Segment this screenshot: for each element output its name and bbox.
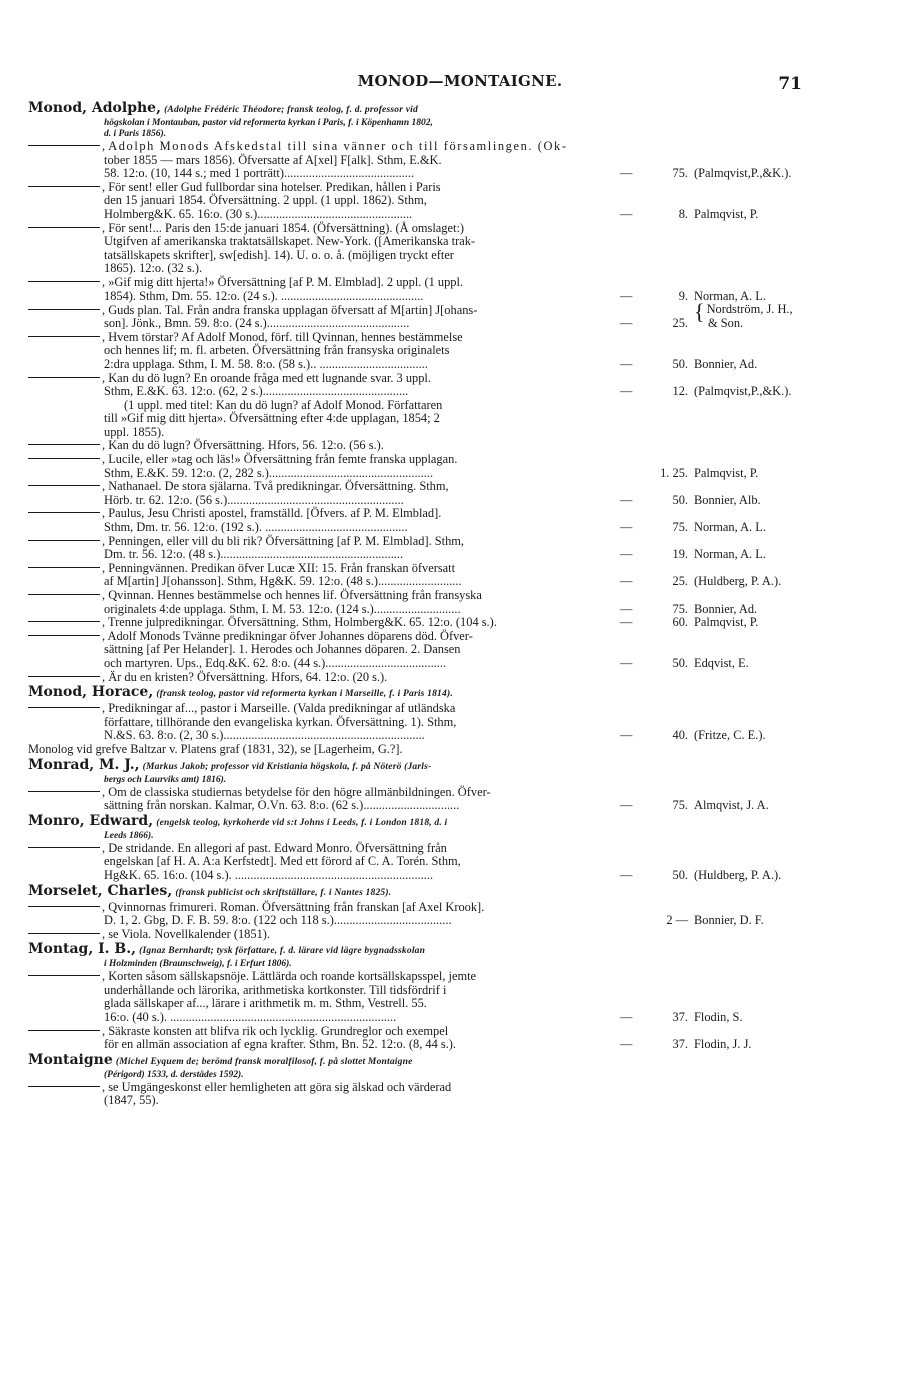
publisher: Norman, A. L. [694, 547, 766, 562]
author-note: (Markus Jakob; professor vid Kristiania högskola, f. på Nöterö (Jarls- [142, 761, 432, 772]
running-title: MONOD—MONTAIGNE. [357, 72, 563, 90]
title-line: Säkraste konsten att blifva rik och lycklig. Grundreglor och exempel [108, 1023, 449, 1038]
author-note: (fransk publicist och skriftställare, f. i Nantes 1825). [175, 887, 392, 898]
title-line: Korten såsom sällskapsnöje. Lättlärda och roande kortsällskapsspel, jemte [108, 969, 477, 984]
title-entry: , Korten såsom sällskapsnöje. Lättlärda och roande kortsällskapsspel, jemte underhållande och lärorika, arithmetiska kortkonster. Till tidsfördrif i glada sällskaper af..., lärare i arithmetik m. m. Sthm, Vestrell. 55. 16:o. (40 s.). ......................................................................... — 37. Flodin, S. [28, 970, 898, 1024]
title-line: sättning från norskan. Kalmar, O.Vn. 63. 8:o. (62 s.)............................... [104, 798, 460, 813]
title-line: se Umgängeskonst eller hemligheten att göra sig älskad och värderad [108, 1079, 452, 1094]
price: 37. [672, 1037, 688, 1052]
price: 75. [672, 166, 688, 181]
title-line: Hvem törstar? Af Adolf Monod, förf. till Qvinnan, hennes bestämmelse [108, 329, 463, 344]
author-note: (Michel Eyquem de; berömd fransk moralfilosof, f. på slottet Montaigne [115, 1056, 413, 1067]
price: 75. [672, 520, 688, 535]
title-line: uppl. 1855). [104, 424, 165, 439]
author-entry [28, 941, 898, 970]
title-entry: , Trenne julpredikningar. Öfversättning. Sthm, Holmberg&K. 65. 12:o. (104 s.). — 60. Palmqvist, P. [28, 616, 898, 630]
title-entry: , Om de classiska studiernas betydelse för den högre allmänbildningen. Öfver- sättning från norskan. Kalmar, O.Vn. 63. 8:o. (62 s.)............................... — 75. Almqvist, J. A. [28, 786, 898, 813]
publisher: Bonnier, Ad. [694, 601, 758, 616]
publisher: Nordström, J. H., [706, 302, 793, 317]
title-line: tatsällskapets skrifter], sw[edish]. 14). U. o. o. å. (möjligen tryckt efter [104, 247, 454, 262]
price: 1. 25. [660, 465, 688, 480]
title-entry: , Guds plan. Tal. Från andra franska upplagan öfversatt af M[artin] J[ohans- { Nordström, J. H., son]. Jönk., Bmn. 59. 8:o. (24 s.).............................................. — 25. & Son. [28, 303, 898, 331]
title-line: 1854). Sthm, Dm. 55. 12:o. (24 s.). .............................................. [104, 288, 424, 303]
author-note: (Ignaz Bernhardt; tysk författare, f. d. lärare vid lägre bygnadsskolan [139, 946, 426, 957]
title-line: sättning [af Per Helander]. 1. Herodes och Johannes döparen. 2. Dansen [104, 642, 461, 657]
title-line: tober 1855 — mars 1856). Öfversatte af A[xel] F[alk]. Sthm, E.&K. [104, 152, 442, 167]
title-line: Guds plan. Tal. Från andra franska upplagan öfversatt af M[artin] J[ohans- [108, 302, 478, 317]
publisher: Palmqvist, P. [694, 615, 759, 630]
publisher: Palmqvist, P. [694, 206, 759, 221]
title-entry: , Kan du dö lugn? Öfversättning. Hfors, 56. 12:o. (56 s.). [28, 439, 898, 453]
author-name: Montaigne [28, 1051, 113, 1068]
title-line: Holmberg&K. 65. 16:o. (30 s.).................................................. [104, 206, 413, 221]
title-entry: , Qvinnan. Hennes bestämmelse och hennes lif. Öfversättning från fransyska originalets 4:de upplaga. Sthm, I. M. 53. 12:o. (124 s.)............................ — 75. Bonnier, Ad. [28, 589, 898, 616]
title-entry: , De stridande. En allegori af past. Edward Monro. Öfversättning från engelskan [af H. A. A:a Kerfstedt]. Med ett förord af C. A. Torén. Sthm, Hg&K. 65. 16:o. (104 s.). ................................................................ — 50. (Huldberg, P. A.). [28, 842, 898, 883]
title-line: Hg&K. 65. 16:o. (104 s.). ................................................................ [104, 867, 434, 882]
price: 50. [672, 867, 688, 882]
author-note: (Adolphe Frédéric Théodore; fransk teolog, f. d. professor vid [164, 105, 418, 115]
price: 75. [672, 798, 688, 813]
publisher: (Huldberg, P. A.). [694, 574, 782, 589]
title-line: Qvinnornas frimureri. Roman. Öfversättning från franskan [af Axel Krook]. [108, 899, 485, 914]
title-line: D. 1, 2. Gbg, D. F. B. 59. 8:o. (122 och 118 s.)...................................... [104, 913, 452, 928]
title-line: engelskan [af H. A. A:a Kerfstedt]. Med ett förord af C. A. Torén. Sthm, [104, 854, 461, 869]
title-entry: , Säkraste konsten att blifva rik och lycklig. Grundreglor och exempel för en allmän association af egna krafter. Sthm, Bn. 52. 12:o. (8, 44 s.). — 37. Flodin, J. J. [28, 1025, 898, 1052]
author-note: (engelsk teolog, kyrkoherde vid s:t Johns i Leeds, f. i London 1818, d. i [156, 817, 448, 828]
publisher: Bonnier, Ad. [694, 356, 758, 371]
publisher: (Fritze, C. E.). [694, 728, 766, 743]
author-note: i Holzminden (Braunschweig), f. i Erfurt 1806). [104, 959, 292, 970]
title-line: Hörb. tr. 62. 12:o. (56 s.)......................................................... [104, 492, 404, 507]
title-line: se Viola. Novellkalender (1851). [108, 926, 270, 941]
price: 50. [672, 492, 688, 507]
title-line: originalets 4:de upplaga. Sthm, I. M. 53. 12:o. (124 s.)............................ [104, 601, 461, 616]
price: 25. [672, 574, 688, 589]
publisher: Edqvist, E. [694, 655, 749, 670]
author-note: d. i Paris 1856). [104, 129, 167, 139]
title-line: Penningvännen. Predikan öfver Lucæ XII: 15. Från franskan öfversatt [108, 560, 456, 575]
title-entry: , Är du en kristen? Öfversättning. Hfors, 64. 12:o. (20 s.). [28, 671, 898, 685]
title-entry: , »Gif mig ditt hjerta!» Öfversättning [af P. M. Elmblad]. 2 uppl. (1 uppl. 1854). Sthm, Dm. 55. 12:o. (24 s.). .............................................. — 9. Norman, A. L. [28, 276, 898, 303]
author-entry [28, 1052, 898, 1081]
author-note: högskolan i Montauban, pastor vid reformerta kyrkan i Paris, f. i Köpenhamn 1802, [104, 118, 433, 128]
title-line: Nathanael. De stora själarna. Två predikningar. Öfversättning. Sthm, [108, 479, 449, 494]
title-line: (1 uppl. med titel: Kan du dö lugn? af Adolf Monod. Författaren [124, 397, 443, 412]
publisher: (Huldberg, P. A.). [694, 867, 782, 882]
publisher: Almqvist, J. A. [694, 798, 769, 813]
author-name: Monro, Edward, [28, 812, 154, 829]
publisher: Norman, A. L. [694, 288, 766, 303]
author-note: Leeds 1866). [104, 830, 154, 841]
title-entry: , Penningvännen. Predikan öfver Lucæ XII: 15. Från franskan öfversatt af M[artin] J[ohansson]. Sthm, Hg&K. 59. 12:o. (48 s.)........................... — 25. (Huldberg, P. A.). [28, 562, 898, 589]
title-line: den 15 januari 1854. Öfversättning. 2 uppl. (1 uppl. 1862). Sthm, [104, 193, 427, 208]
author-entry [28, 757, 898, 786]
author-name: Montag, I. B., [28, 941, 136, 958]
title-line: Sthm, E.&K. 59. 12:o. (2, 282 s.)..................................................... [104, 465, 434, 480]
title-line: För sent!... Paris den 15:de januari 1854. (Öfversättning). (Å omslaget:) [108, 220, 465, 235]
title-line: De stridande. En allegori af past. Edward Monro. Öfversättning från [108, 840, 447, 855]
title-line: Trenne julpredikningar. Öfversättning. Sthm, Holmberg&K. 65. 12:o. (104 s.). [107, 615, 497, 630]
title-entry: , Lucile, eller »tag och läs!» Öfversättning från femte franska upplagan. Sthm, E.&K. 59. 12:o. (2, 282 s.)..................................................... 1. 25. Palmqvist, P. [28, 453, 898, 480]
title-entry: , Kan du dö lugn? En oroande fråga med ett lugnande svar. 3 uppl. Sthm, E.&K. 63. 12:o. (62, 2 s.)............................................... — 12. (Palmqvist,P.,&K.). (1 uppl. med titel: Kan du dö lugn? af Adolf Monod. Författaren till »Gif mig ditt hjerta». Öfversättning efter 4:de upplagan, 1854; 2 uppl. 1855). [28, 372, 898, 440]
title-entry: , se Viola. Novellkalender (1851). [28, 928, 898, 942]
catalog-body [28, 100, 898, 1108]
publisher: Norman, A. L. [694, 520, 766, 535]
price: 8. [678, 206, 688, 221]
title-line: Sthm, E.&K. 63. 12:o. (62, 2 s.)............................................... [104, 384, 409, 399]
price: 60. [672, 615, 688, 630]
title-line: son]. Jönk., Bmn. 59. 8:o. (24 s.).............................................. [104, 316, 410, 331]
page-number: 71 [778, 74, 802, 94]
publisher: & Son. [708, 316, 744, 331]
author-entry [28, 883, 898, 901]
price: 9. [678, 288, 688, 303]
title-line: 16:o. (40 s.). ......................................................................... [104, 1010, 397, 1025]
title-line: Sthm, Dm. tr. 56. 12:o. (192 s.). .............................................. [104, 520, 408, 535]
title-line: Är du en kristen? Öfversättning. Hfors, 64. 12:o. (20 s.). [108, 669, 388, 684]
title-line: Monolog vid grefve Baltzar v. Platens graf (1831, 32), se [Lagerheim, G.?]. [28, 741, 403, 756]
title-line: för en allmän association af egna krafter. Sthm, Bn. 52. 12:o. (8, 44 s.). [104, 1037, 457, 1052]
title-line: underhållande och lärorika, arithmetiska kortkonster. Till tidsfördrif i [104, 982, 447, 997]
title-entry: , Adolf Monods Tvänne predikningar öfver Johannes döparens död. Öfver- sättning [af Per Helander]. 1. Herodes och Johannes döparen. 2. Dansen och martyren. Ups., Edq.&K. 62. 8:o. (44 s.)....................................... — 50. Edqvist, E. [28, 630, 898, 671]
title-line: af M[artin] J[ohansson]. Sthm, Hg&K. 59. 12:o. (48 s.)........................... [104, 574, 462, 589]
title-line: författare, tillhörande den evangeliska kyrkan. Öfversättning. 1). Sthm, [104, 714, 457, 729]
title-line: 1865). 12:o. (32 s.). [104, 261, 203, 276]
price: 2 — [666, 913, 688, 928]
title-line: »Gif mig ditt hjerta!» Öfversättning [af P. M. Elmblad]. 2 uppl. (1 uppl. [108, 274, 463, 289]
title-line: och hennes lif; m. fl. arbeten. Öfversättning från fransyska originalets [104, 343, 450, 358]
price: 19. [672, 547, 688, 562]
title-line: Predikningar af..., pastor i Marseille. (Valda predikningar af utländska [108, 701, 456, 716]
title-line: till »Gif mig ditt hjerta». Öfversättning efter 4:de upplagan, 1854; 2 [104, 411, 440, 426]
title-line: Penningen, eller vill du bli rik? Öfversättning [af P. M. Elmblad]. Sthm, [108, 533, 465, 548]
title-entry: , se Umgängeskonst eller hemligheten att göra sig älskad och värderad (1847, 55). [28, 1081, 898, 1108]
publisher: (Palmqvist,P.,&K.). [694, 166, 792, 181]
author-entry [28, 813, 898, 842]
price: 40. [672, 728, 688, 743]
publisher: Flodin, S. [694, 1010, 743, 1025]
price: 50. [672, 655, 688, 670]
author-entry [28, 684, 898, 702]
title-entry: , Nathanael. De stora själarna. Två predikningar. Öfversättning. Sthm, Hörb. tr. 62. 12:o. (56 s.)......................................................... — 50. Bonnier, Alb. [28, 480, 898, 507]
publisher: Bonnier, Alb. [694, 492, 761, 507]
title-entry: , Paulus, Jesu Christi apostel, framställd. [Öfvers. af P. M. Elmblad]. Sthm, Dm. tr. 56. 12:o. (192 s.). .............................................. — 75. Norman, A. L. [28, 507, 898, 534]
title-entry: , Hvem törstar? Af Adolf Monod, förf. till Qvinnan, hennes bestämmelse och hennes lif; m. fl. arbeten. Öfversättning från fransyska originalets 2:dra upplaga. Sthm, I. M. 58. 8:o. (58 s.).. ................................... — 50. Bonnier, Ad. [28, 331, 898, 372]
author-note: bergs och Laurviks amt) 1816). [104, 774, 227, 785]
cross-reference [28, 743, 898, 757]
publisher: (Palmqvist,P.,&K.). [694, 384, 792, 399]
title-line: Paulus, Jesu Christi apostel, framställd. [Öfvers. af P. M. Elmblad]. [108, 506, 442, 521]
title-line: 58. 12:o. (10, 144 s.; med 1 porträtt).......................................... [104, 166, 415, 181]
title-entry: , Penningen, eller vill du bli rik? Öfversättning [af P. M. Elmblad]. Sthm, Dm. tr. 56. 12:o. (48 s.)........................................................... — 19. Norman, A. L. [28, 535, 898, 562]
author-name: Monod, Adolphe, [28, 100, 161, 116]
title-line: (1847, 55). [104, 1093, 159, 1108]
title-entry: , För sent!... Paris den 15:de januari 1854. (Öfversättning). (Å omslaget:) Utgifven af amerikanska traktatsällskapet. New-York. ([Amerikanska trak- tatsällskapets skrifter], sw[edish]. 14). U. o. o. å. (möjligen tryckt efter 1865). 12:o. (32 s.). [28, 222, 898, 276]
title-line: För sent! eller Gud fullbordar sina hotelser. Predikan, hållen i Paris [108, 179, 441, 194]
page-header [0, 72, 920, 96]
title-line: Om de classiska studiernas betydelse för den högre allmänbildningen. Öfver- [108, 784, 491, 799]
author-entry [28, 100, 898, 140]
title-line: Adolph Monods Afskedstal till sina vänner och till församlingen. (Ok- [108, 139, 568, 153]
author-name: Monod, Horace, [28, 684, 154, 701]
price: 25. [672, 316, 688, 331]
publisher: Palmqvist, P. [694, 465, 759, 480]
price: 50. [672, 356, 688, 371]
title-entry: , Adolph Monods Afskedstal till sina vänner och till församlingen. (Ok- tober 1855 — mars 1856). Öfversatte af A[xel] F[alk]. Sthm, E.&K. 58. 12:o. (10, 144 s.; med 1 porträtt).......................................... — 75. (Palmqvist,P.,&K.). [28, 140, 898, 181]
title-line: Kan du dö lugn? Öfversättning. Hfors, 56. 12:o. (56 s.). [108, 438, 384, 453]
title-line: glada sällskaper af..., lärare i arithmetik m. m. Sthm, Vestrell. 55. [104, 996, 427, 1011]
price: 75. [672, 601, 688, 616]
title-line: Adolf Monods Tvänne predikningar öfver Johannes döparens död. Öfver- [107, 628, 473, 643]
price: 12. [672, 384, 688, 399]
author-name: Monrad, M. J., [28, 756, 140, 773]
title-line: Lucile, eller »tag och läs!» Öfversättning från femte franska upplagan. [108, 452, 458, 467]
publisher: Bonnier, D. F. [694, 913, 764, 928]
title-line: Qvinnan. Hennes bestämmelse och hennes lif. Öfversättning från fransyska [108, 588, 482, 602]
author-note: (Périgord) 1533, d. derstädes 1592). [104, 1069, 244, 1080]
title-line: Utgifven af amerikanska traktatsällskapet. New-York. ([Amerikanska trak- [104, 234, 476, 249]
title-line: N.&S. 63. 8:o. (2, 30 s.)................................................................. [104, 728, 425, 743]
publisher: Flodin, J. J. [694, 1037, 752, 1052]
title-entry: , Qvinnornas frimureri. Roman. Öfversättning från franskan [af Axel Krook]. D. 1, 2. Gbg, D. F. B. 59. 8:o. (122 och 118 s.)...................................... 2 — Bonnier, D. F. [28, 901, 898, 928]
author-name: Morselet, Charles, [28, 882, 173, 899]
author-note: (fransk teolog, pastor vid reformerta kyrkan i Marseille, f. i Paris 1814). [156, 689, 453, 700]
title-line: Dm. tr. 56. 12:o. (48 s.)........................................................... [104, 547, 404, 562]
title-line: Kan du dö lugn? En oroande fråga med ett lugnande svar. 3 uppl. [108, 370, 431, 385]
title-entry: , För sent! eller Gud fullbordar sina hotelser. Predikan, hållen i Paris den 15 januari 1854. Öfversättning. 2 uppl. (1 uppl. 1862). Sthm, Holmberg&K. 65. 16:o. (30 s.).................................................. — 8. Palmqvist, P. [28, 181, 898, 222]
title-entry: , Predikningar af..., pastor i Marseille. (Valda predikningar af utländska författare, tillhörande den evangeliska kyrkan. Öfversättning. 1). Sthm, N.&S. 63. 8:o. (2, 30 s.)................................................................. — 40. (Fritze, C. E.). [28, 702, 898, 743]
title-line: och martyren. Ups., Edq.&K. 62. 8:o. (44 s.)....................................... [104, 655, 447, 670]
price: 37. [672, 1010, 688, 1025]
title-line: 2:dra upplaga. Sthm, I. M. 58. 8:o. (58 s.).. ................................... [104, 356, 428, 371]
